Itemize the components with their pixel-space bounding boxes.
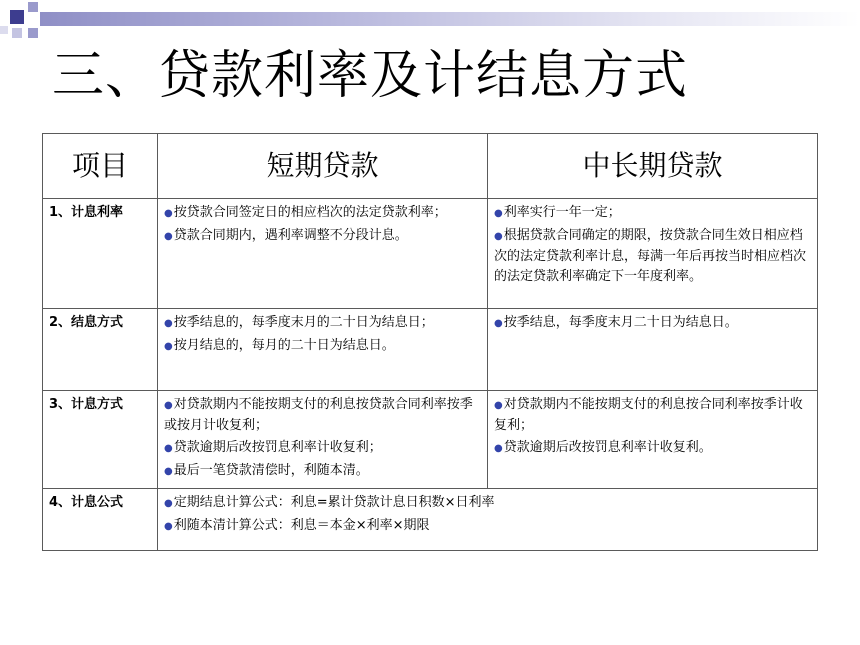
list-item: ●贷款逾期后改按罚息利率计收复利； [164, 440, 382, 455]
table-row [43, 199, 818, 309]
list-item: ●按季结息，每季度末月二十日为结息日。 [494, 315, 738, 330]
decor-square [10, 10, 24, 24]
list-item: ●定期结息计算公式：利息=累计贷款计息日积数×日利率 [164, 495, 495, 510]
table-row [43, 309, 818, 391]
short-term-cell [158, 199, 488, 309]
bullet-icon: ● [164, 208, 173, 219]
slide-title: 三、贷款利率及计结息方式 [52, 46, 689, 106]
bullet-icon: ● [164, 521, 173, 532]
long-term-cell [488, 391, 818, 489]
list-item: ●根据贷款合同确定的期限，按贷款合同生效日相应档次的法定贷款利率计息，每满一年后再按当时相应档次的法定贷款利率确定下一年度利率。 [494, 228, 807, 284]
bullet-icon: ● [164, 443, 173, 454]
table-row [43, 489, 818, 551]
decor-square [0, 26, 8, 34]
header-short-term: 短期贷款 [158, 134, 488, 199]
list-item: ●最后一笔贷款清偿时，利随本清。 [164, 463, 369, 478]
header-long-term: 中长期贷款 [488, 134, 818, 199]
table-row [43, 391, 818, 489]
list-item: ●对贷款期内不能按期支付的利息按合同利率按季计收复利； [494, 397, 803, 433]
bullet-icon: ● [494, 231, 503, 242]
decor-square [12, 28, 22, 38]
row-item-label: 4、计息公式 [43, 489, 158, 551]
decor-square [28, 2, 38, 12]
list-item: ●按月结息的，每月的二十日为结息日。 [164, 338, 395, 353]
decor-square [28, 28, 38, 38]
list-item: ●按贷款合同签定日的相应档次的法定贷款利率； [164, 205, 447, 220]
row-item-label: 3、计息方式 [43, 391, 158, 489]
bullet-icon: ● [494, 208, 503, 219]
bullet-icon: ● [164, 400, 173, 411]
bullet-icon: ● [494, 400, 503, 411]
table-header-row [43, 134, 818, 199]
header-gradient-bar [40, 12, 860, 26]
bullet-icon: ● [164, 341, 173, 352]
formula-cell [158, 489, 818, 551]
interest-table [42, 133, 818, 551]
bullet-icon: ● [494, 318, 503, 329]
list-item: ●贷款逾期后改按罚息利率计收复利。 [494, 440, 712, 455]
short-term-cell [158, 391, 488, 489]
long-term-cell [488, 199, 818, 309]
bullet-icon: ● [164, 231, 173, 242]
list-item: ●对贷款期内不能按期支付的利息按贷款合同利率按季或按月计收复利； [164, 397, 473, 433]
short-term-cell [158, 309, 488, 391]
bullet-icon: ● [164, 466, 173, 477]
bullet-icon: ● [164, 498, 173, 509]
long-term-cell [488, 309, 818, 391]
header-item: 项目 [43, 134, 158, 199]
bullet-icon: ● [494, 443, 503, 454]
row-item-label: 1、计息利率 [43, 199, 158, 309]
list-item: ●按季结息的，每季度末月的二十日为结息日； [164, 315, 434, 330]
list-item: ●贷款合同期内，遇利率调整不分段计息。 [164, 228, 408, 243]
row-item-label: 2、结息方式 [43, 309, 158, 391]
bullet-icon: ● [164, 318, 173, 329]
list-item: ●利随本清计算公式：利息＝本金×利率×期限 [164, 518, 430, 533]
list-item: ●利率实行一年一定； [494, 205, 621, 220]
